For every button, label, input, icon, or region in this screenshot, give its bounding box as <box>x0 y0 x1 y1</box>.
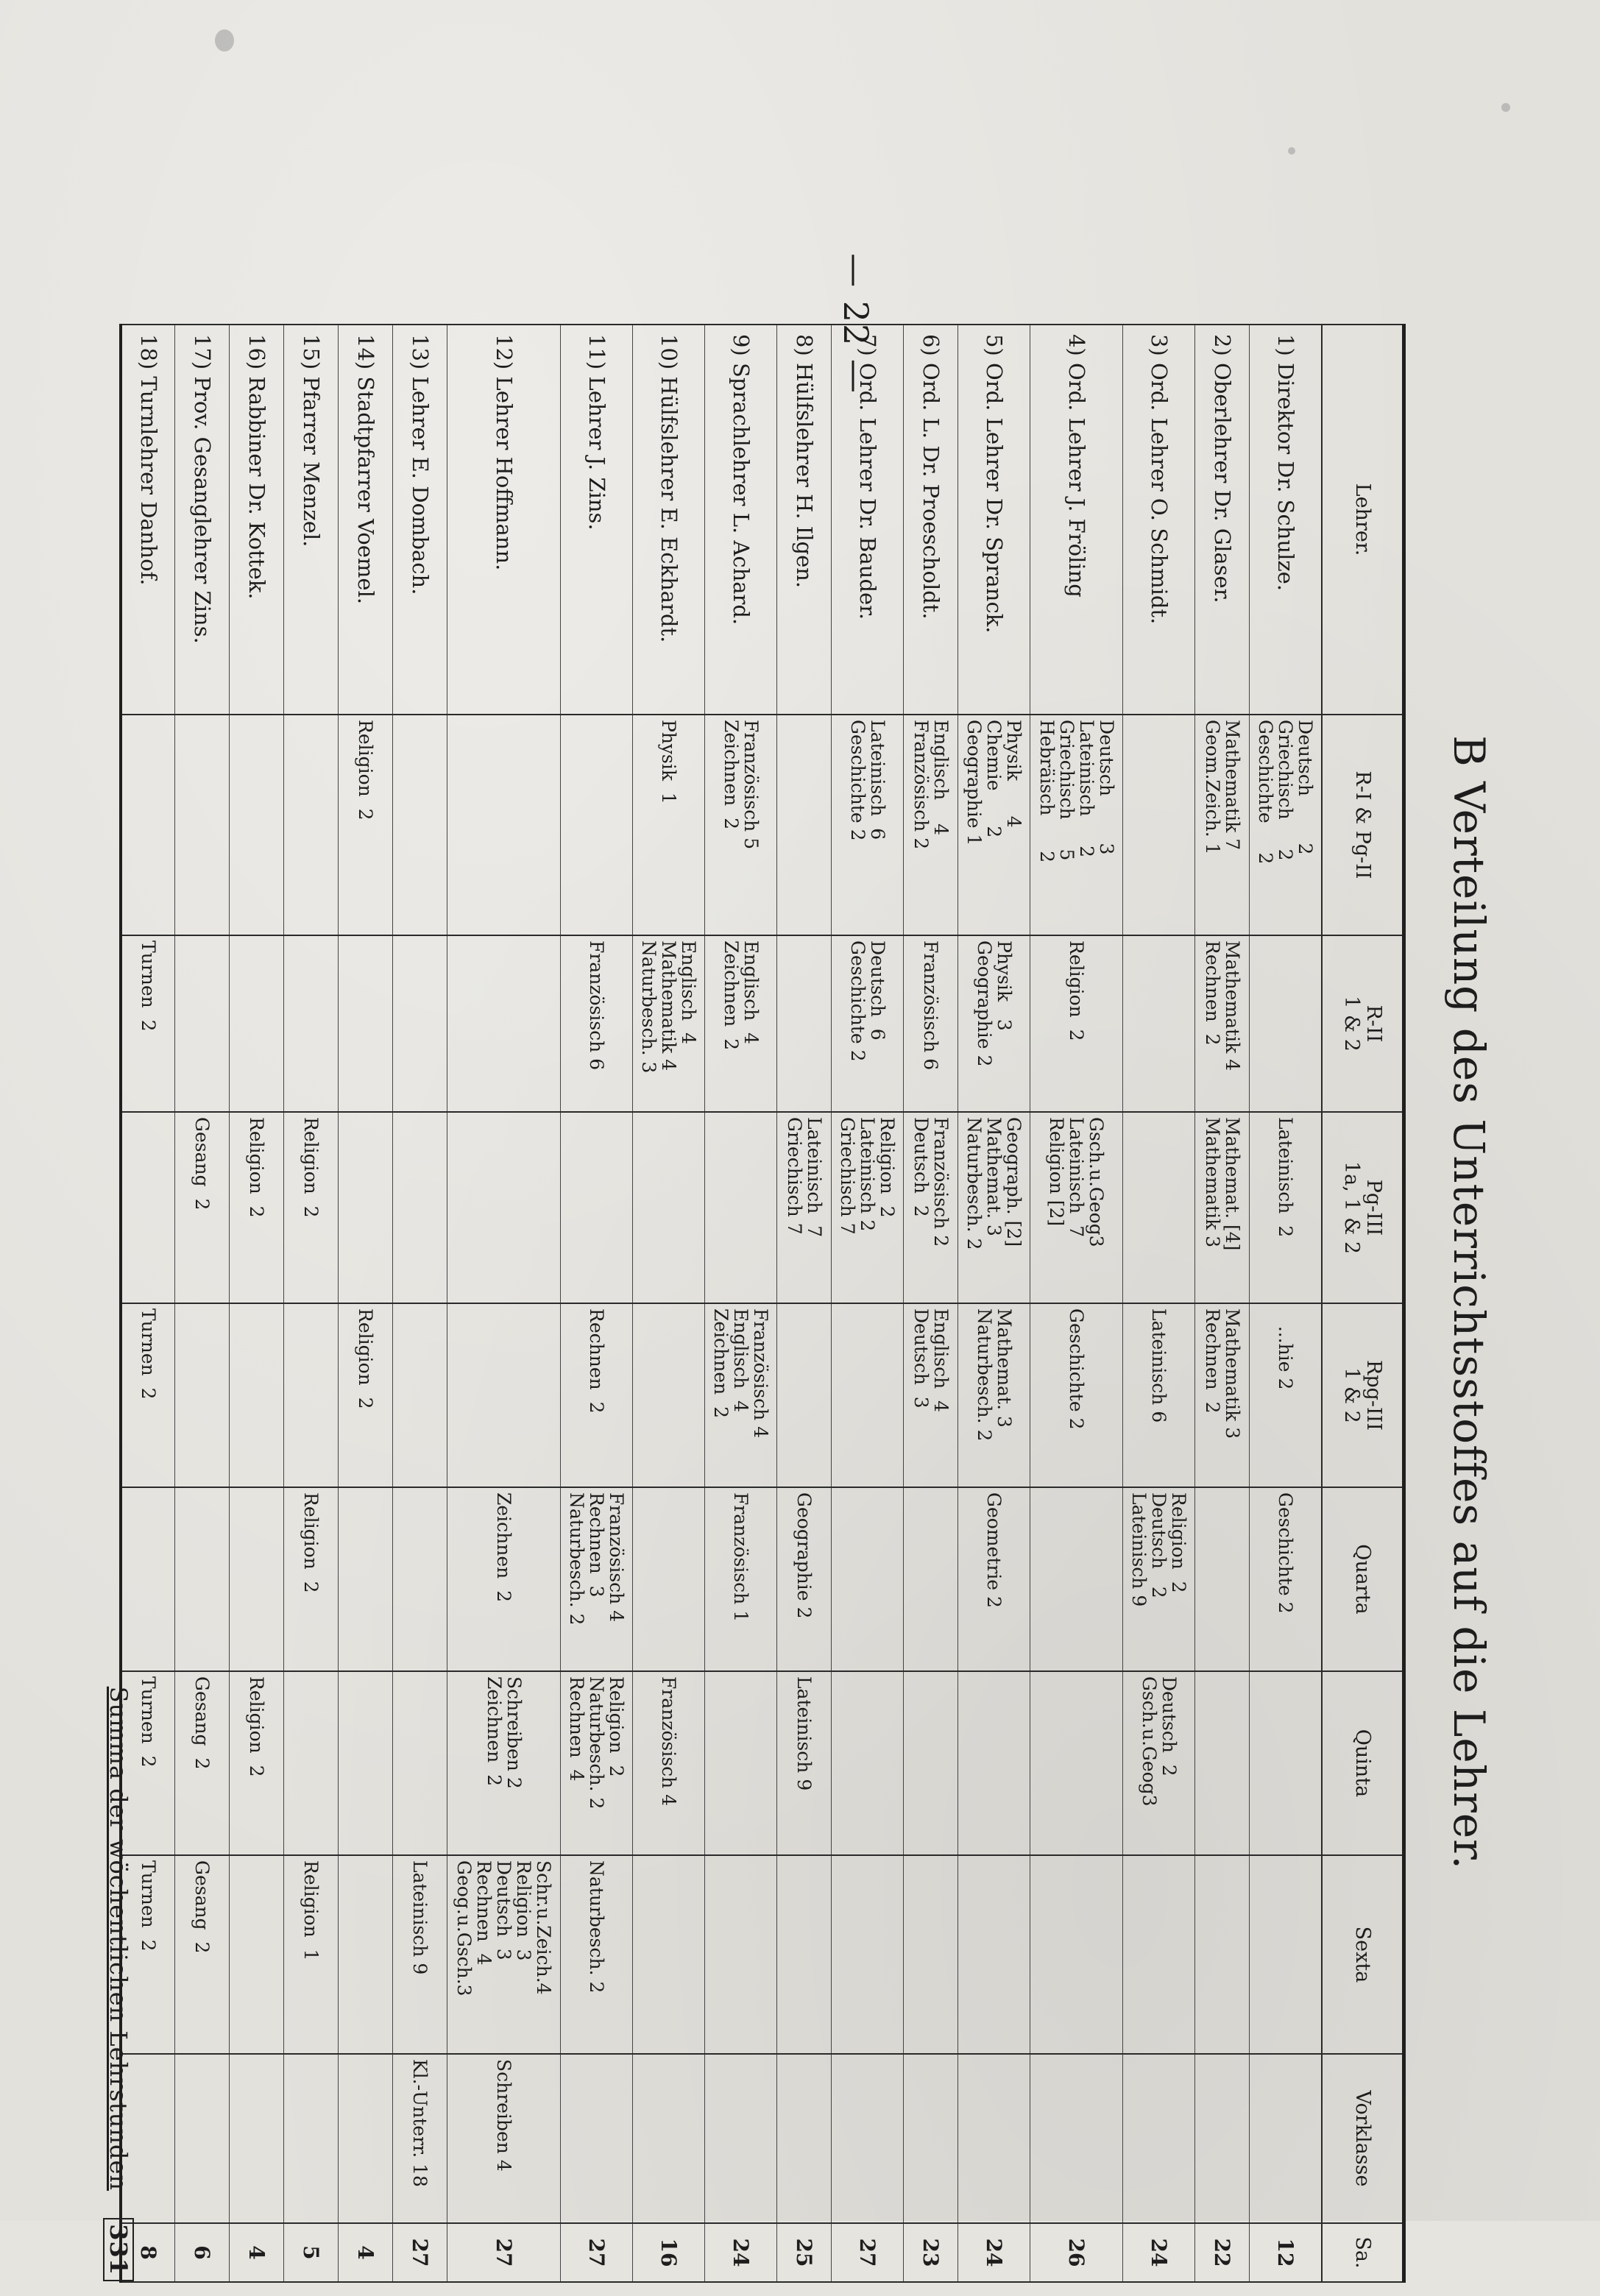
subject-cell <box>284 1671 339 1855</box>
subject-cell: Mathemat. 3 Naturbesch. 2 <box>958 1303 1030 1487</box>
teacher-name: 11) Lehrer J. Zins. <box>561 325 633 715</box>
table-row <box>284 325 339 2282</box>
subject-cell: Französisch 5 Zeichnen 2 <box>705 715 777 935</box>
ink-spot <box>1501 103 1510 112</box>
subject-cell <box>904 2054 958 2223</box>
teacher-name: 12) Lehrer Hoffmann. <box>447 325 561 715</box>
subject-cell <box>1030 1855 1123 2054</box>
column-header: Vorklasse <box>1322 2054 1404 2223</box>
subject-cell <box>1030 2054 1123 2223</box>
teacher-name: 3) Ord. Lehrer O. Schmidt. <box>1123 325 1195 715</box>
subject-cell <box>832 1855 904 2054</box>
subject-cell: Lateinisch 6 Geschichte 2 <box>832 715 904 935</box>
column-header: R-I & Pg-II <box>1322 715 1404 935</box>
subject-cell <box>284 715 339 935</box>
row-total: 27 <box>393 2223 447 2282</box>
row-total: 4 <box>230 2223 284 2282</box>
table-row <box>832 325 904 2282</box>
subject-cell <box>705 1855 777 2054</box>
subject-cell <box>175 1487 230 1671</box>
teacher-name: 6) Ord. L. Dr. Proescholdt. <box>904 325 958 715</box>
subject-cell <box>447 1112 561 1303</box>
subject-cell: Religion 2 <box>1030 935 1123 1112</box>
table-row <box>230 325 284 2282</box>
subject-cell <box>958 1855 1030 2054</box>
header-row <box>1322 325 1404 2282</box>
subject-cell <box>230 1855 284 2054</box>
table-row <box>339 325 393 2282</box>
column-header: Sexta <box>1322 1855 1404 2054</box>
row-total: 22 <box>1195 2223 1250 2282</box>
subject-cell <box>633 1487 705 1671</box>
subject-cell <box>705 1112 777 1303</box>
subject-cell: Französisch 4 Rechnen 3 Naturbesch. 2 <box>561 1487 633 1671</box>
subject-cell: Religion 2 <box>284 1487 339 1671</box>
subject-cell <box>393 1671 447 1855</box>
subject-cell <box>230 935 284 1112</box>
subject-cell: Gesang 2 <box>175 1855 230 2054</box>
subject-cell: Religion 2 <box>339 1303 393 1487</box>
column-header: Rpg-III 1 & 2 <box>1322 1303 1404 1487</box>
summa-label: Summa der wöchentlichen Lehrstunden <box>105 1686 132 2192</box>
subject-cell: Gesang 2 <box>175 1112 230 1303</box>
subject-cell <box>339 2054 393 2223</box>
subject-cell <box>284 2054 339 2223</box>
subject-cell: Französisch 1 <box>705 1487 777 1671</box>
subject-cell <box>633 1855 705 2054</box>
column-header: Pg-III 1a, 1 & 2 <box>1322 1112 1404 1303</box>
distribution-table <box>119 324 1406 2283</box>
table-row <box>777 325 832 2282</box>
subject-cell <box>1250 1671 1322 1855</box>
table-row <box>1195 325 1250 2282</box>
subject-cell: Französisch 4 <box>633 1671 705 1855</box>
subject-cell <box>339 1487 393 1671</box>
subject-cell: Religion 2 Lateinisch 2 Griechisch 7 <box>832 1112 904 1303</box>
teacher-name: 5) Ord. Lehrer Dr. Spranck. <box>958 325 1030 715</box>
subject-cell <box>175 2054 230 2223</box>
row-total: 27 <box>832 2223 904 2282</box>
subject-cell <box>175 715 230 935</box>
subject-cell <box>230 2054 284 2223</box>
table-row <box>561 325 633 2282</box>
subject-cell: Lateinisch 2 <box>1250 1112 1322 1303</box>
subject-cell: Deutsch 2 Griechisch 2 Geschichte 2 <box>1250 715 1322 935</box>
summa-line <box>105 1487 132 2281</box>
subject-cell: Deutsch 2 Gsch.u.Geog3 <box>1123 1671 1195 1855</box>
subject-cell <box>633 1303 705 1487</box>
subject-cell: Deutsch 6 Geschichte 2 <box>832 935 904 1112</box>
subject-cell <box>1123 2054 1195 2223</box>
subject-cell <box>175 935 230 1112</box>
subject-cell: Französisch 2 Deutsch 2 <box>904 1112 958 1303</box>
subject-cell <box>561 715 633 935</box>
teacher-name: 18) Turnlehrer Danhof. <box>121 325 175 715</box>
subject-cell <box>393 935 447 1112</box>
subject-cell <box>339 1671 393 1855</box>
teacher-name: 1) Direktor Dr. Schulze. <box>1250 325 1322 715</box>
subject-cell <box>1195 2054 1250 2223</box>
teacher-name: 15) Pfarrer Menzel. <box>284 325 339 715</box>
row-total: 27 <box>447 2223 561 2282</box>
teacher-name: 2) Oberlehrer Dr. Glaser. <box>1195 325 1250 715</box>
subject-cell <box>230 1303 284 1487</box>
subject-cell: Turnen 2 <box>121 935 175 1112</box>
subject-cell <box>1123 1855 1195 2054</box>
subject-cell <box>1250 2054 1322 2223</box>
subject-cell: Lateinisch 9 <box>777 1671 832 1855</box>
subject-cell: Religion 2 <box>230 1112 284 1303</box>
subject-cell: Lateinisch 7 Griechisch 7 <box>777 1112 832 1303</box>
subject-cell: Mathematik 7 Geom.Zeich. 1 <box>1195 715 1250 935</box>
subject-cell <box>1030 1671 1123 1855</box>
subject-cell <box>1195 1671 1250 1855</box>
subject-cell <box>777 935 832 1112</box>
row-total: 6 <box>175 2223 230 2282</box>
subject-cell: Schreiben 4 <box>447 2054 561 2223</box>
subject-cell: Deutsch 3 Lateinisch 2 Griechisch 5 Hebräisch 2 <box>1030 715 1123 935</box>
subject-cell: Turnen 2 <box>121 1303 175 1487</box>
subject-cell: Geograph. [2] Mathemat. 3 Naturbesch. 2 <box>958 1112 1030 1303</box>
subject-cell: Geometrie 2 <box>958 1487 1030 1671</box>
teacher-name: 4) Ord. Lehrer J. Fröling <box>1030 325 1123 715</box>
subject-cell <box>777 1303 832 1487</box>
subject-cell: Religion 2 <box>284 1112 339 1303</box>
subject-cell: Geschichte 2 <box>1030 1303 1123 1487</box>
subject-cell <box>832 1487 904 1671</box>
subject-cell <box>393 1487 447 1671</box>
subject-cell <box>832 1303 904 1487</box>
subject-cell <box>393 1112 447 1303</box>
subject-cell <box>393 1303 447 1487</box>
subject-cell <box>561 2054 633 2223</box>
row-total: 25 <box>777 2223 832 2282</box>
column-header: Quarta <box>1322 1487 1404 1671</box>
subject-cell <box>447 935 561 1112</box>
row-total: 12 <box>1250 2223 1322 2282</box>
subject-cell <box>230 1487 284 1671</box>
row-total: 16 <box>633 2223 705 2282</box>
subject-cell <box>777 1855 832 2054</box>
subject-cell <box>705 1671 777 1855</box>
table-row <box>958 325 1030 2282</box>
row-total: 24 <box>705 2223 777 2282</box>
subject-cell <box>958 1671 1030 1855</box>
row-total: 27 <box>561 2223 633 2282</box>
subject-cell: Religion 2 Deutsch 2 Lateinisch 9 <box>1123 1487 1195 1671</box>
subject-cell: Englisch 4 Zeichnen 2 <box>705 935 777 1112</box>
subject-cell <box>561 1112 633 1303</box>
subject-cell: Lateinisch 9 <box>393 1855 447 2054</box>
subject-cell <box>393 715 447 935</box>
teacher-name: 9) Sprachlehrer L. Achard. <box>705 325 777 715</box>
subject-cell: Rechnen 2 <box>561 1303 633 1487</box>
subject-cell <box>284 1303 339 1487</box>
subject-cell <box>832 2054 904 2223</box>
subject-cell: Geographie 2 <box>777 1487 832 1671</box>
subject-cell: Gsch.u.Geog3 Lateinisch 7 Religion [2] <box>1030 1112 1123 1303</box>
subject-cell <box>1250 935 1322 1112</box>
subject-cell <box>121 1112 175 1303</box>
subject-cell: Physik 1 <box>633 715 705 935</box>
subject-cell: Mathematik 4 Rechnen 2 <box>1195 935 1250 1112</box>
subject-cell: Religion 2 Naturbesch. 2 Rechnen 4 <box>561 1671 633 1855</box>
page-title: B Verteilung des Unterrichtsstoffes auf die Lehrer. <box>1444 735 1494 1870</box>
subject-cell <box>230 715 284 935</box>
teacher-name: 14) Stadtpfarrer Voemel. <box>339 325 393 715</box>
teacher-name: 7) Ord. Lehrer Dr. Bauder. <box>832 325 904 715</box>
subject-cell <box>175 1303 230 1487</box>
subject-cell: Zeichnen 2 <box>447 1487 561 1671</box>
table-row <box>633 325 705 2282</box>
subject-cell: Englisch 4 Deutsch 3 <box>904 1303 958 1487</box>
subject-cell: Turnen 2 <box>121 1671 175 1855</box>
table-row <box>393 325 447 2282</box>
subject-cell: Geschichte 2 <box>1250 1487 1322 1671</box>
subject-cell <box>1123 935 1195 1112</box>
table-row <box>1123 325 1195 2282</box>
subject-cell: Kl.-Unterr. 18 <box>393 2054 447 2223</box>
table-row <box>904 325 958 2282</box>
subject-cell <box>1030 1487 1123 1671</box>
subject-cell: Religion 2 <box>339 715 393 935</box>
subject-cell: Lateinisch 6 <box>1123 1303 1195 1487</box>
subject-cell <box>447 715 561 935</box>
table-row <box>447 325 561 2282</box>
subject-cell <box>904 1487 958 1671</box>
subject-cell: Physik 4 Chemie 2 Geographie 1 <box>958 715 1030 935</box>
ink-spot <box>215 29 234 52</box>
subject-cell <box>1195 1855 1250 2054</box>
row-total: 5 <box>284 2223 339 2282</box>
subject-cell <box>447 1303 561 1487</box>
subject-cell: Schreiben 2 Zeichnen 2 <box>447 1671 561 1855</box>
subject-cell <box>339 1112 393 1303</box>
subject-cell <box>1123 715 1195 935</box>
teacher-name: 10) Hülfslehrer E. Eckhardt. <box>633 325 705 715</box>
teacher-name: 13) Lehrer E. Dombach. <box>393 325 447 715</box>
subject-cell <box>904 1671 958 1855</box>
subject-cell <box>705 2054 777 2223</box>
teacher-name: 16) Rabbiner Dr. Kottek. <box>230 325 284 715</box>
subject-cell: Schr.u.Zeich.4 Religion 3 Deutsch 3 Rechnen 4 Geog.u.Gsch.3 <box>447 1855 561 2054</box>
subject-cell <box>904 1855 958 2054</box>
page-number: — 22 — <box>836 253 876 394</box>
subject-cell: Mathematik 3 Rechnen 2 <box>1195 1303 1250 1487</box>
subject-cell: Gesang 2 <box>175 1671 230 1855</box>
subject-cell: Religion 1 <box>284 1855 339 2054</box>
subject-cell <box>339 935 393 1112</box>
subject-cell <box>1195 1487 1250 1671</box>
subject-cell <box>777 2054 832 2223</box>
column-header: Quinta <box>1322 1671 1404 1855</box>
row-total: 4 <box>339 2223 393 2282</box>
subject-cell <box>958 2054 1030 2223</box>
table-row <box>1030 325 1123 2282</box>
subject-cell <box>1250 1855 1322 2054</box>
subject-cell <box>777 715 832 935</box>
subject-cell: Physik 3 Geographie 2 <box>958 935 1030 1112</box>
subject-cell: Naturbesch. 2 <box>561 1855 633 2054</box>
table-row <box>175 325 230 2282</box>
subject-cell <box>284 935 339 1112</box>
row-total: 24 <box>1123 2223 1195 2282</box>
table-row <box>705 325 777 2282</box>
row-total: 8 <box>121 2223 175 2282</box>
column-header: Lehrer. <box>1322 325 1404 715</box>
subject-cell <box>1123 1112 1195 1303</box>
subject-cell: Englisch 4 Französisch 2 <box>904 715 958 935</box>
subject-cell: Mathemat. [4] Mathematik 3 <box>1195 1112 1250 1303</box>
subject-cell: Französisch 6 <box>561 935 633 1112</box>
teacher-name: 8) Hülfslehrer H. Ilgen. <box>777 325 832 715</box>
column-header: Sa. <box>1322 2223 1404 2282</box>
row-total: 24 <box>958 2223 1030 2282</box>
subject-cell <box>832 1671 904 1855</box>
summa-total: 331 <box>103 2218 134 2281</box>
row-total: 26 <box>1030 2223 1123 2282</box>
subject-cell <box>633 2054 705 2223</box>
subject-cell <box>121 715 175 935</box>
ink-spot <box>1288 147 1295 155</box>
subject-cell: Englisch 4 Mathematik 4 Naturbesch. 3 <box>633 935 705 1112</box>
rotated-page <box>81 253 1494 2296</box>
subject-cell: Französisch 6 <box>904 935 958 1112</box>
table-row <box>1250 325 1322 2282</box>
subject-cell <box>339 1855 393 2054</box>
subject-cell: Turnen 2 <box>121 1855 175 2054</box>
subject-cell <box>633 1112 705 1303</box>
teacher-name: 17) Prov. Gesanglehrer Zins. <box>175 325 230 715</box>
table-body <box>121 325 1322 2282</box>
subject-cell: ...hie 2 <box>1250 1303 1322 1487</box>
row-total: 23 <box>904 2223 958 2282</box>
subject-cell: Französisch 4 Englisch 4 Zeichnen 2 <box>705 1303 777 1487</box>
column-header: R-II 1 & 2 <box>1322 935 1404 1112</box>
subject-cell: Religion 2 <box>230 1671 284 1855</box>
